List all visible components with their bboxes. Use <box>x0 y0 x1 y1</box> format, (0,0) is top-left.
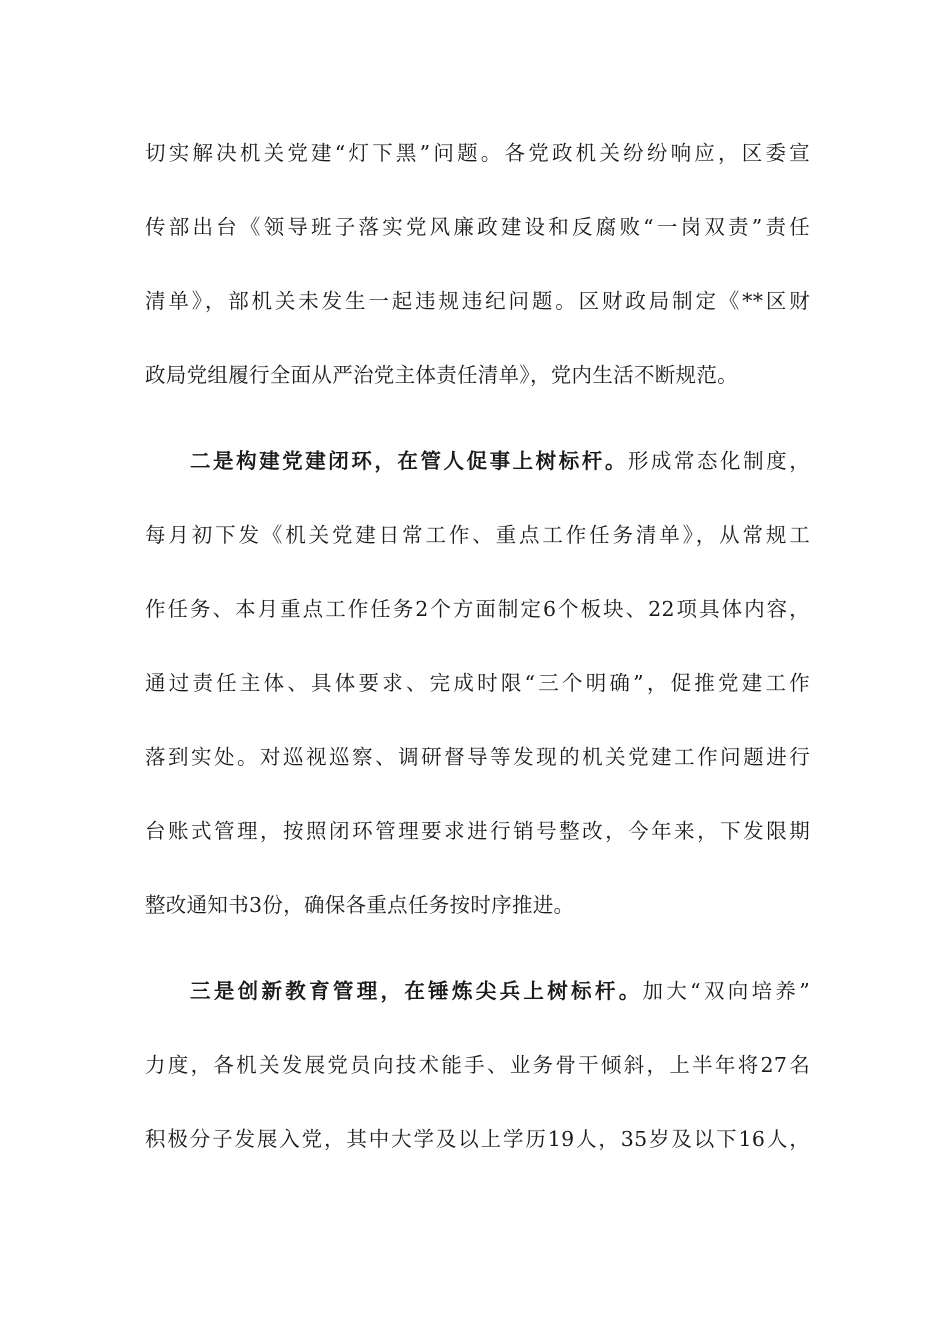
paragraph-2-heading: 二是构建党建闭环，在管人促事上树标杆。 <box>190 449 628 473</box>
paragraph-2-line-5: 落到实处。对巡视巡察、调研督导等发现的机关党建工作问题进行 <box>145 745 810 769</box>
paragraph-2-line-6: 台账式管理，按照闭环管理要求进行销号整改，今年来，下发限期 <box>145 819 810 843</box>
paragraph-3-lead-text: 加大“双向培养” <box>642 979 810 1003</box>
paragraph-3-heading: 三是创新教育管理，在锤炼尖兵上树标杆。 <box>190 979 643 1003</box>
paragraph-2-lead-text: 形成常态化制度， <box>627 449 810 473</box>
paragraph-1-line-1: 切实解决机关党建“灯下黑”问题。各党政机关纷纷响应，区委宣 <box>145 141 810 165</box>
paragraph-2-line-4: 通过责任主体、具体要求、完成时限“三个明确”，促推党建工作 <box>145 671 810 695</box>
paragraph-2-line-3: 作任务、本月重点工作任务2个方面制定6个板块、22项具体内容， <box>145 597 810 621</box>
paragraph-1-line-2: 传部出台《领导班子落实党风廉政建设和反腐败“一岗双责”责任 <box>145 215 810 239</box>
paragraph-3-first-line <box>190 979 810 1003</box>
paragraph-3-line-3: 积极分子发展入党，其中大学及以上学历19人，35岁及以下16人， <box>145 1127 810 1151</box>
paragraph-2-first-line <box>190 449 810 473</box>
paragraph-1-line-4: 政局党组履行全面从严治党主体责任清单》，党内生活不断规范。 <box>145 363 738 387</box>
paragraph-3-line-2: 力度，各机关发展党员向技术能手、业务骨干倾斜，上半年将27名 <box>145 1053 810 1077</box>
paragraph-1-line-3: 清单》，部机关未发生一起违规违纪问题。区财政局制定《**区财 <box>145 289 810 313</box>
paragraph-2-line-2: 每月初下发《机关党建日常工作、重点工作任务清单》，从常规工 <box>145 523 810 547</box>
paragraph-2-line-7: 整改通知书3份，确保各重点任务按时序推进。 <box>145 893 575 917</box>
